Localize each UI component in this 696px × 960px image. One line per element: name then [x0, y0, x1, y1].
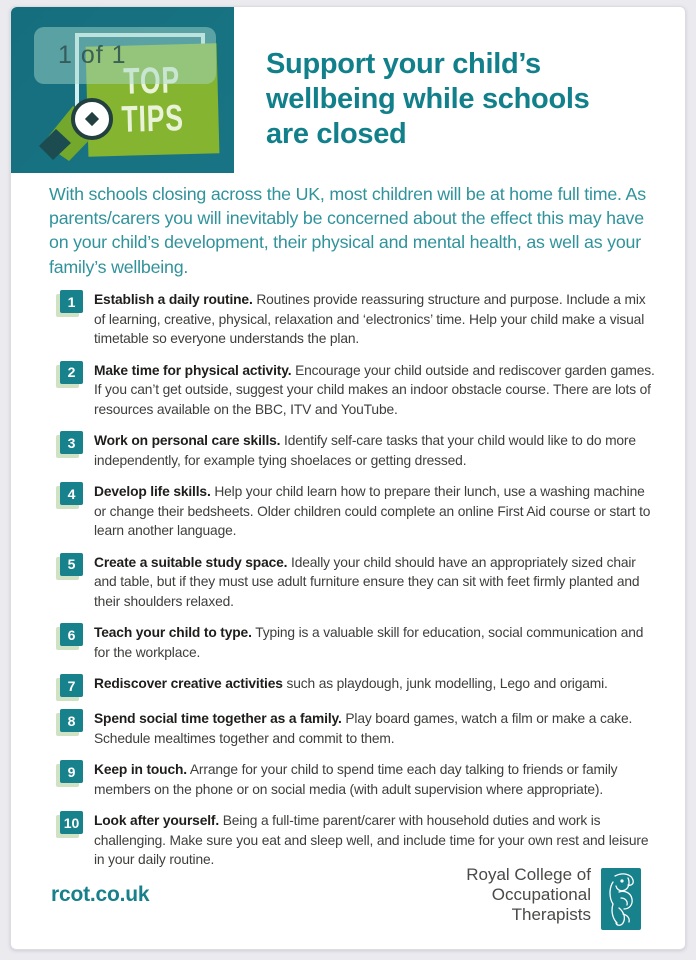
- tip-text: Work on personal care skills. Identify self-care tasks that your child would like to do more independently, for example tying shoelaces or getting dressed.: [94, 433, 636, 468]
- tips-label: TIPS: [121, 97, 185, 140]
- rcot-crest-icon: [601, 868, 641, 930]
- tip-text: Develop life skills. Help your child learn how to prepare their lunch, use a washing machine or change their bedsheets. Older children could complete an online First Aid course or start to learn another language.: [94, 484, 651, 538]
- tip-heading: Work on personal care skills.: [94, 433, 281, 448]
- tip-text: Look after yourself. Being a full-time parent/carer with household duties and work is challenging. Make sure you eat and sleep well, and include time for your own rest and leisure in your daily routine.: [94, 813, 649, 867]
- tip-heading: Establish a daily routine.: [94, 292, 253, 307]
- title-line-2: wellbeing while schools: [266, 83, 590, 115]
- tip-heading: Make time for physical activity.: [94, 362, 292, 378]
- tip-number: 9: [60, 760, 83, 783]
- top-tips-header-box: [11, 7, 234, 173]
- tip-text: Establish a daily routine. Routines provide reassuring structure and purpose. Include a mix of learning, creative, physical, relaxation and ‘electronics’ time. Help your child make a visual timetable so everyone understands the plan.: [94, 292, 646, 346]
- tip-number: 2: [60, 361, 83, 384]
- tip-heading: Rediscover creative activities: [94, 676, 283, 691]
- tip-item: [56, 623, 659, 662]
- tip-number: 10: [60, 811, 83, 834]
- title-line-1: Support your child’s: [266, 48, 541, 80]
- tip-heading: Develop life skills.: [94, 484, 211, 499]
- org-name-line-3: Therapists: [511, 905, 591, 924]
- tip-item: [56, 811, 659, 870]
- tip-heading: Keep in touch.: [94, 762, 187, 777]
- page-count-label: 1 of 1: [58, 41, 127, 69]
- tip-number: 7: [60, 674, 83, 697]
- top-label: TOP: [123, 59, 181, 102]
- tip-text: Keep in touch. Arrange for your child to spend time each day talking to friends or family members on the phone or on social media (with adult supervision where appropriate).: [94, 762, 618, 797]
- tip-item: [56, 760, 659, 799]
- tip-text: Rediscover creative activities such as playdough, junk modelling, Lego and origami.: [94, 676, 608, 691]
- rcot-logo: [601, 868, 641, 930]
- tip-text: Teach your child to type. Typing is a valuable skill for education, social communication and for the workplace.: [94, 625, 644, 660]
- tip-number: 1: [60, 290, 83, 313]
- page-title: [266, 47, 686, 152]
- tip-number: 8: [60, 709, 83, 732]
- org-name-line-1: Royal College of: [466, 865, 591, 884]
- tip-heading: Create a suitable study space.: [94, 554, 288, 570]
- tip-number: 3: [60, 431, 83, 454]
- tip-text: Create a suitable study space. Ideally your child should have an appropriately sized chair and table, but if they must use adult furniture ensure they can sit with feet firmly planted and their shoulders relaxed.: [94, 554, 640, 609]
- tip-heading: Spend social time together as a family.: [94, 711, 342, 726]
- tip-item: [56, 290, 659, 349]
- tip-item: [56, 361, 659, 420]
- tip-item: [56, 674, 659, 697]
- org-name: [381, 865, 591, 925]
- tip-item: [56, 553, 659, 612]
- tip-heading: Teach your child to type.: [94, 625, 252, 640]
- tip-number: 6: [60, 623, 83, 646]
- page-count-badge: [34, 27, 216, 84]
- tip-heading: Look after yourself.: [94, 813, 220, 828]
- title-line-3: are closed: [266, 118, 407, 150]
- tip-item: [56, 482, 659, 541]
- flyer-page: [10, 6, 686, 950]
- tip-item: [56, 709, 659, 748]
- intro-paragraph: With schools closing across the UK, most children will be at home full time. As parents/carers you will inevitably be concerned about the effect this may have on your child’s development, their physical and mental health, as well as your family’s wellbeing.: [49, 184, 646, 277]
- tip-text: Spend social time together as a family. Play board games, watch a film or make a cake. Schedule mealtimes together and commit to them.: [94, 711, 633, 746]
- tip-text: Make time for physical activity. Encourage your child outside and rediscover garden games. If you can’t get outside, suggest your child makes an indoor obstacle course. There are lots of resources available on the BBC, ITV and YouTube.: [94, 362, 655, 417]
- tip-number: 5: [60, 553, 83, 576]
- footer-website: rcot.co.uk: [51, 883, 150, 906]
- tip-item: [56, 431, 659, 470]
- org-name-line-2: Occupational: [491, 885, 591, 904]
- tip-number: 4: [60, 482, 83, 505]
- tips-list: [56, 290, 659, 882]
